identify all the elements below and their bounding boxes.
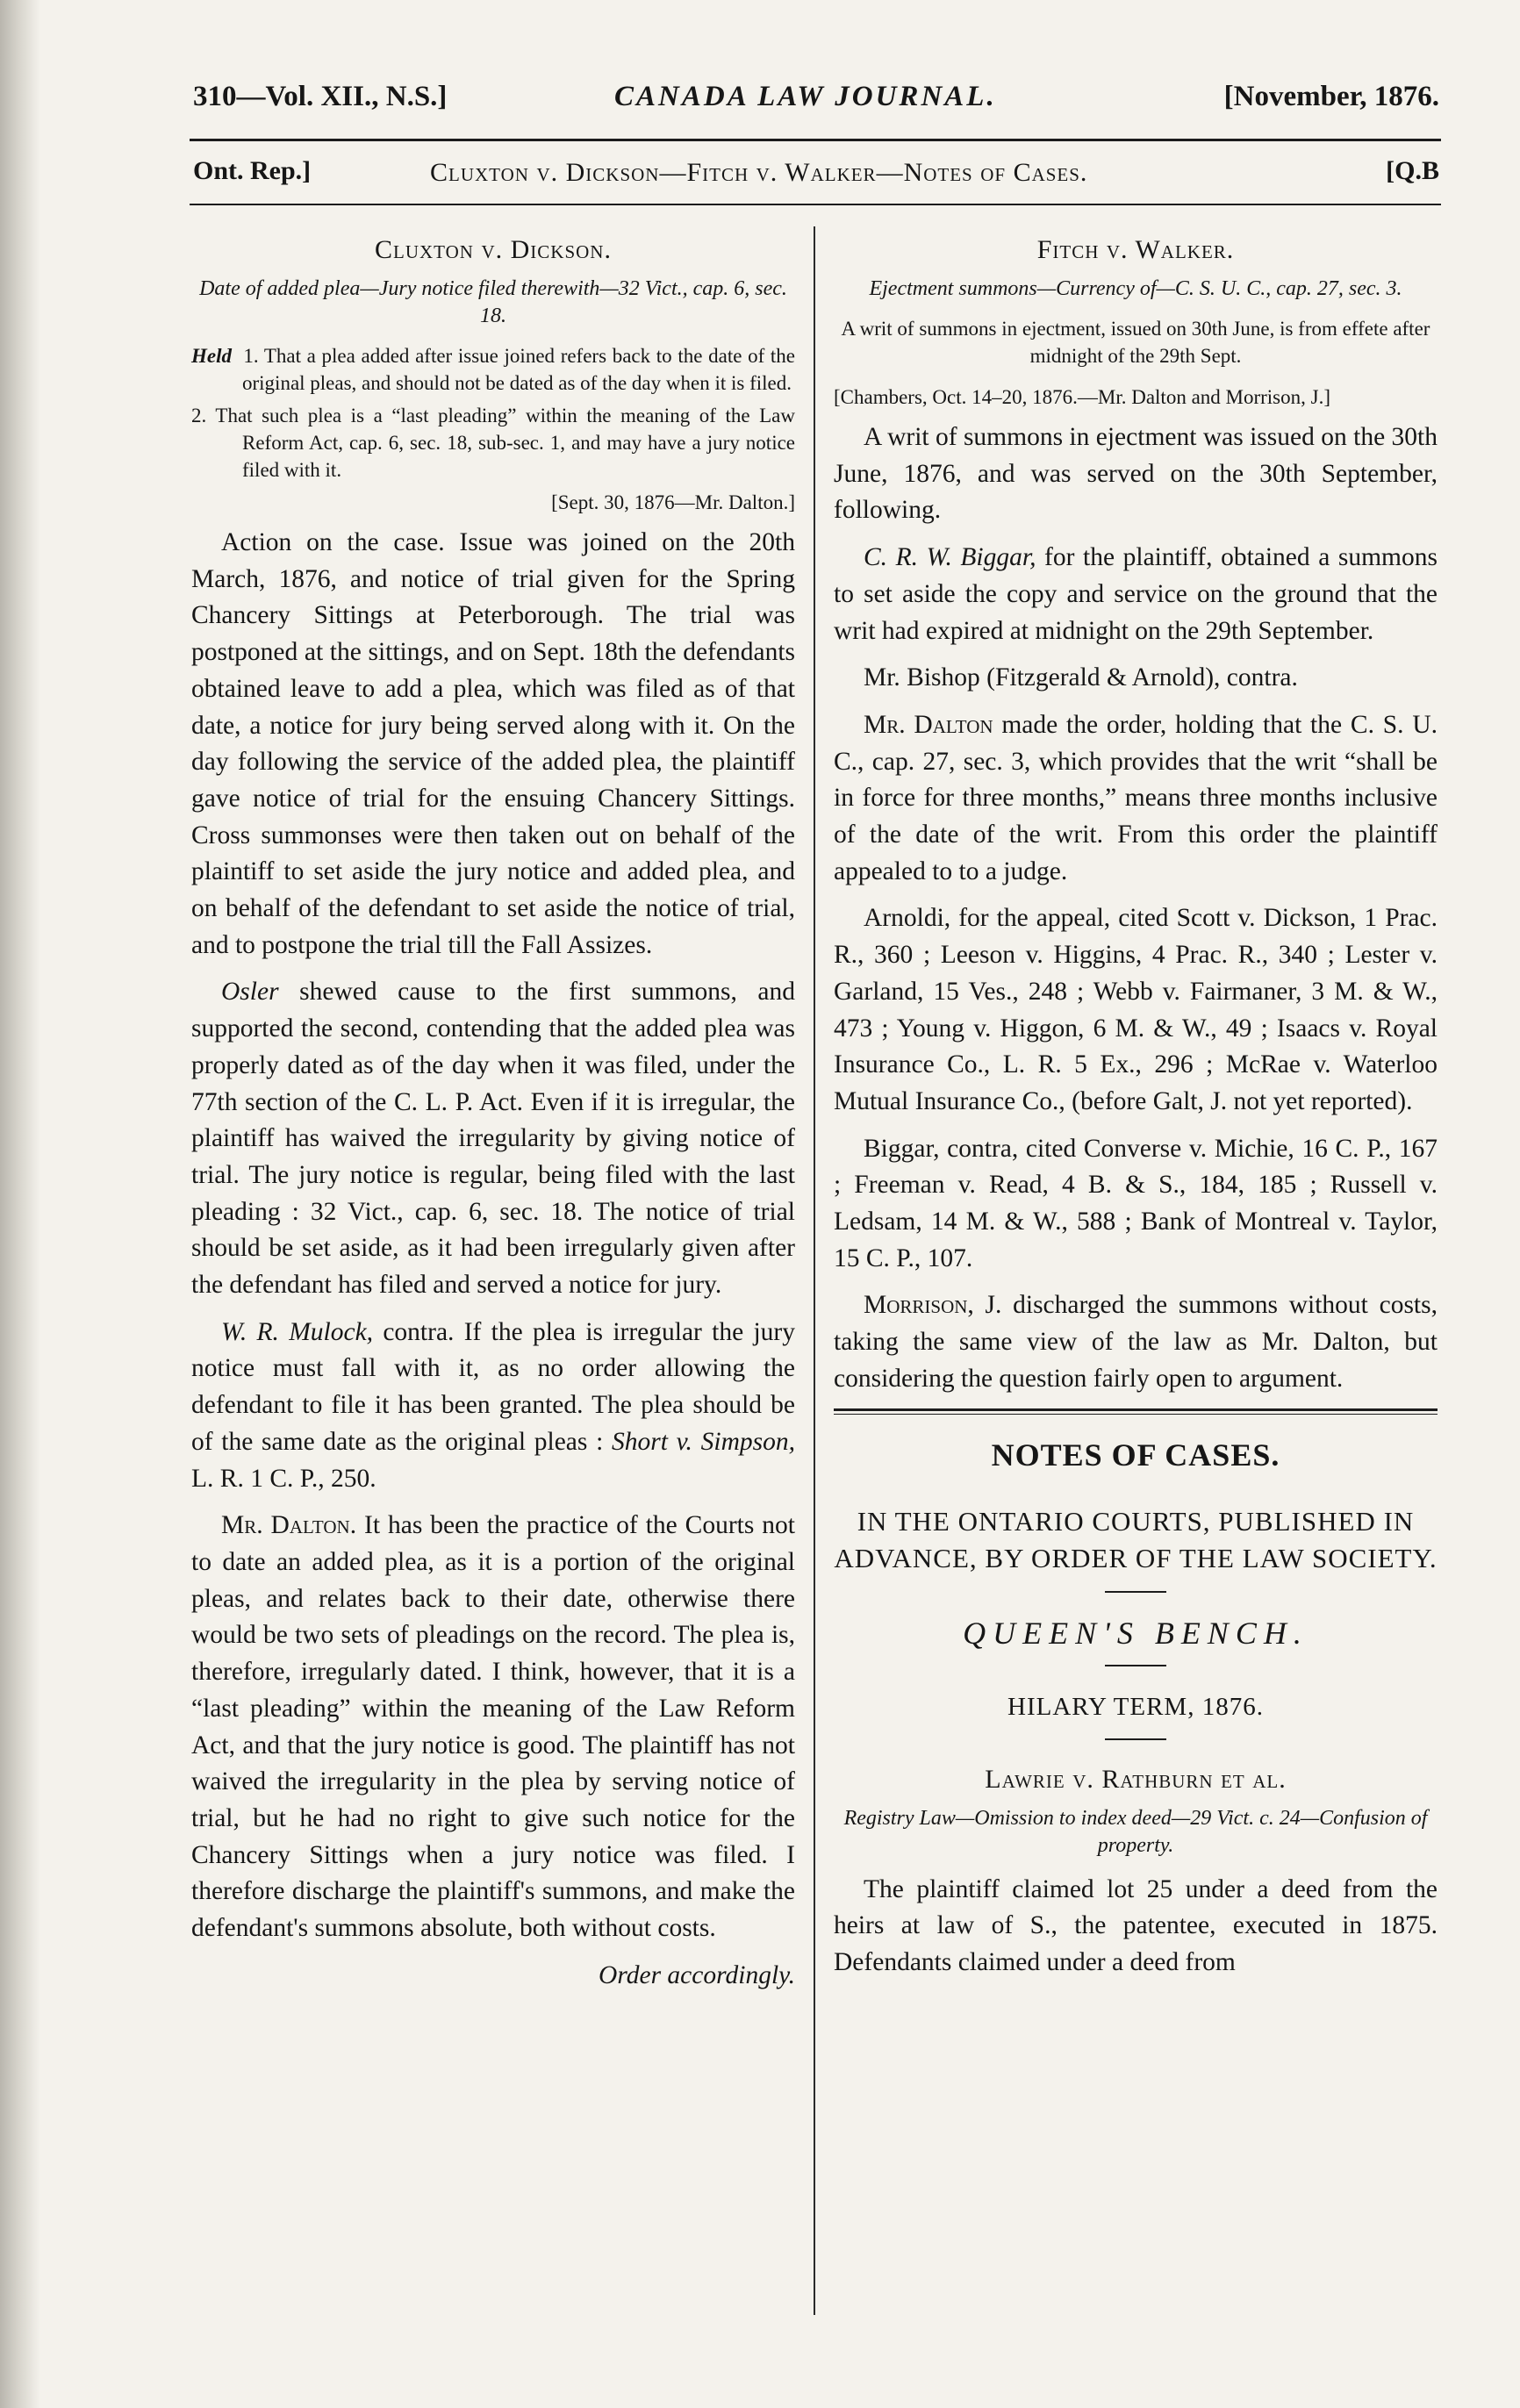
- paragraph-text: shewed cause to the first summons, and supported the second, contending that the added plea was properly dated as of the day when it was filed, under the 77th section of the C. L. P. Act. Even if it is irregular, the plaintiff has waived the irregularity by giving notice of trial. The jury notice is regular, being filed with the last pleading : 32 Vict., cap. 6, sec. 18. The notice of trial should be set aside, as it had been irregularly given after the defendant has filed and served a notice for jury.: [191, 978, 795, 1300]
- section-rule: [834, 1408, 1438, 1411]
- court-abbrev: [Q.B: [1386, 156, 1439, 185]
- paragraph: [191, 1315, 795, 1498]
- paragraph: [834, 707, 1438, 891]
- case-summary: A writ of summons in ejectment, issued on 30th June, is from effete after midnight of the 29th Sept.: [841, 318, 1430, 367]
- term-heading: HILARY TERM, 1876.: [1007, 1692, 1264, 1721]
- case-reference: Short v. Simpson,: [612, 1427, 795, 1456]
- holding-1-text: 1. That a plea added after issue joined refers back to the date of the original pleas, and should not be dated as of the day when it is filed.: [242, 345, 795, 394]
- subheader: [193, 156, 1439, 200]
- counsel-name: W. R. Mulock,: [221, 1317, 374, 1346]
- paragraph: [834, 540, 1438, 649]
- paragraph: [191, 974, 795, 1303]
- paragraph: A writ of summons in ejectment was issued on the 30th June, 1876, and was served on the 30th September, following.: [834, 423, 1438, 525]
- paragraph: Mr. Bishop (Fitzgerald & Arnold), contra.: [864, 663, 1298, 692]
- page-reference: 310—Vol. XII., N.S.]: [193, 81, 448, 112]
- paragraph-text: made the order, holding that the C. S. U. C., cap. 27, sec. 3, which provides that the writ “shall be in force for three months,” means three months inclusive of the date of the writ. From this order the plaintiff appealed to to a judge.: [834, 710, 1438, 885]
- paragraph: The plaintiff claimed lot 25 under a deed from the heirs at law of S., the patentee, executed in 1875. Defendants claimed under a deed from: [834, 1874, 1438, 1977]
- case-headnote: Ejectment summons—Currency of—C. S. U. C., cap. 27, sec. 3.: [869, 277, 1402, 300]
- holding-2-text: 2. That such plea is a “last pleading” within the meaning of the Law Reform Act, cap. 6, sec. 18, sub-sec. 1, and may have a jury notice filed with it.: [191, 405, 795, 481]
- subheader-rule: [190, 204, 1441, 205]
- report-series: Ont. Rep.]: [193, 156, 312, 185]
- notes-title: NOTES OF CASES.: [991, 1437, 1280, 1473]
- paragraph-text: for the plaintiff, obtained a summons to set aside the copy and service on the ground that the writ had expired at midnight on the 29th September.: [834, 543, 1438, 645]
- paragraph-text: contra. If the plea is irregular the jury notice must fall with it, as no order allowing the defendant to file it has been granted. The plea should be of the same date as the original pleas :: [191, 1317, 795, 1456]
- header-rule: [190, 139, 1441, 141]
- holding-2: [191, 402, 795, 484]
- judge-name: Mr. Dalton.: [221, 1511, 357, 1540]
- short-rule: [1105, 1591, 1166, 1593]
- court-heading: QUEEN'S BENCH.: [963, 1616, 1308, 1652]
- left-column: [191, 230, 795, 1994]
- judge-name: Morrison, J.: [864, 1291, 1002, 1320]
- case-title: Fitch v. Walker.: [1036, 235, 1235, 264]
- page-edge-shadow: [0, 0, 40, 2408]
- running-head: [193, 81, 1439, 133]
- journal-title: CANADA LAW JOURNAL.: [614, 81, 997, 112]
- case-title: Lawrie v. Rathburn et al.: [985, 1764, 1287, 1794]
- notes-subtitle: IN THE ONTARIO COURTS, PUBLISHED IN ADVANCE, BY ORDER OF THE LAW SOCIETY.: [834, 1506, 1438, 1574]
- holding-1: [191, 342, 795, 397]
- order-line: Order accordingly.: [599, 1960, 795, 1989]
- case-headnote: Date of added plea—Jury notice filed therewith—32 Vict., cap. 6, sec. 18.: [199, 277, 787, 327]
- page-cases: Cluxton v. Dickson—Fitch v. Walker—Notes of Cases.: [430, 158, 1088, 187]
- case-citation: [Chambers, Oct. 14–20, 1876.—Mr. Dalton and Morrison, J.]: [834, 386, 1330, 408]
- case-title: Cluxton v. Dickson.: [375, 235, 612, 264]
- column-divider: [814, 226, 815, 2315]
- paragraph-text: L. R. 1 C. P., 250.: [191, 1464, 376, 1493]
- section-rule: [834, 1414, 1438, 1415]
- case-citation: [Sept. 30, 1876—Mr. Dalton.]: [551, 491, 795, 513]
- case-headnote: Registry Law—Omission to index deed—29 Vict. c. 24—Confusion of property.: [843, 1806, 1428, 1857]
- paragraph: Action on the case. Issue was joined on the 20th March, 1876, and notice of trial given for the Spring Chancery Sittings at Peterborough. The trial was postponed at the sittings, and on Sept. 18th the defendants obtained leave to add a plea, which was filed as of that date, a notice for jury being served along with it. On the day following the service of the added plea, the plaintiff gave notice of trial for the ensuing Chancery Sittings. Cross summonses were then taken out on behalf of the plaintiff to set aside the jury notice and added plea, and on behalf of the defendant to set aside the notice of trial, and to postpone the trial till the Fall Assizes.: [191, 528, 795, 959]
- paragraph-text: It has been the practice of the Courts not to date an added plea, as it is a portion of the original pleas, and relates back to their date, otherwise there would be two sets of pleadings on the record. The plea is, therefore, irregularly dated. I think, however, that it is a “last pleading” within the meaning of the Law Reform Act, and that the jury notice is good. The plaintiff has not waived the irregularity in the plea by serving notice of trial, but he had no right to give such notice for the Chancery Sittings when a jury notice was filed. I therefore discharge the plaintiff's summons, and make the defendant's summons absolute, both without costs.: [191, 1511, 795, 1943]
- issue-date: [November, 1876.: [1223, 81, 1439, 112]
- paragraph: [191, 1508, 795, 1946]
- paragraph-text: discharged the summons without costs, taking the same view of the law as Mr. Dalton, but considering the question fairly open to argument.: [834, 1291, 1438, 1393]
- short-rule: [1105, 1738, 1166, 1740]
- short-rule: [1105, 1665, 1166, 1666]
- counsel-name: C. R. W. Biggar,: [864, 543, 1036, 572]
- right-column: [834, 230, 1438, 1992]
- paragraph: [834, 1287, 1438, 1397]
- paragraph: Biggar, contra, cited Converse v. Michie, 16 C. P., 167 ; Freeman v. Read, 4 B. & S., 184, 185 ; Russell v. Ledsam, 14 M. & W., 588 ; Bank of Montreal v. Taylor, 15 C. P., 107.: [834, 1134, 1438, 1272]
- held-label: Held: [191, 345, 232, 367]
- counsel-name: Osler: [221, 978, 279, 1007]
- paragraph: Arnoldi, for the appeal, cited Scott v. Dickson, 1 Prac. R., 360 ; Leeson v. Higgins, 4 Prac. R., 340 ; Lester v. Garland, 15 Ves., 248 ; Webb v. Fairmaner, 3 M. & W., 473 ; Young v. Higgon, 6 M. & W., 49 ; Isaacs v. Royal Insurance Co., L. R. 5 Ex., 296 ; McRae v. Waterloo Mutual Insurance Co., (before Galt, J. not yet reported).: [834, 904, 1438, 1115]
- judge-name: Mr. Dalton: [864, 710, 993, 739]
